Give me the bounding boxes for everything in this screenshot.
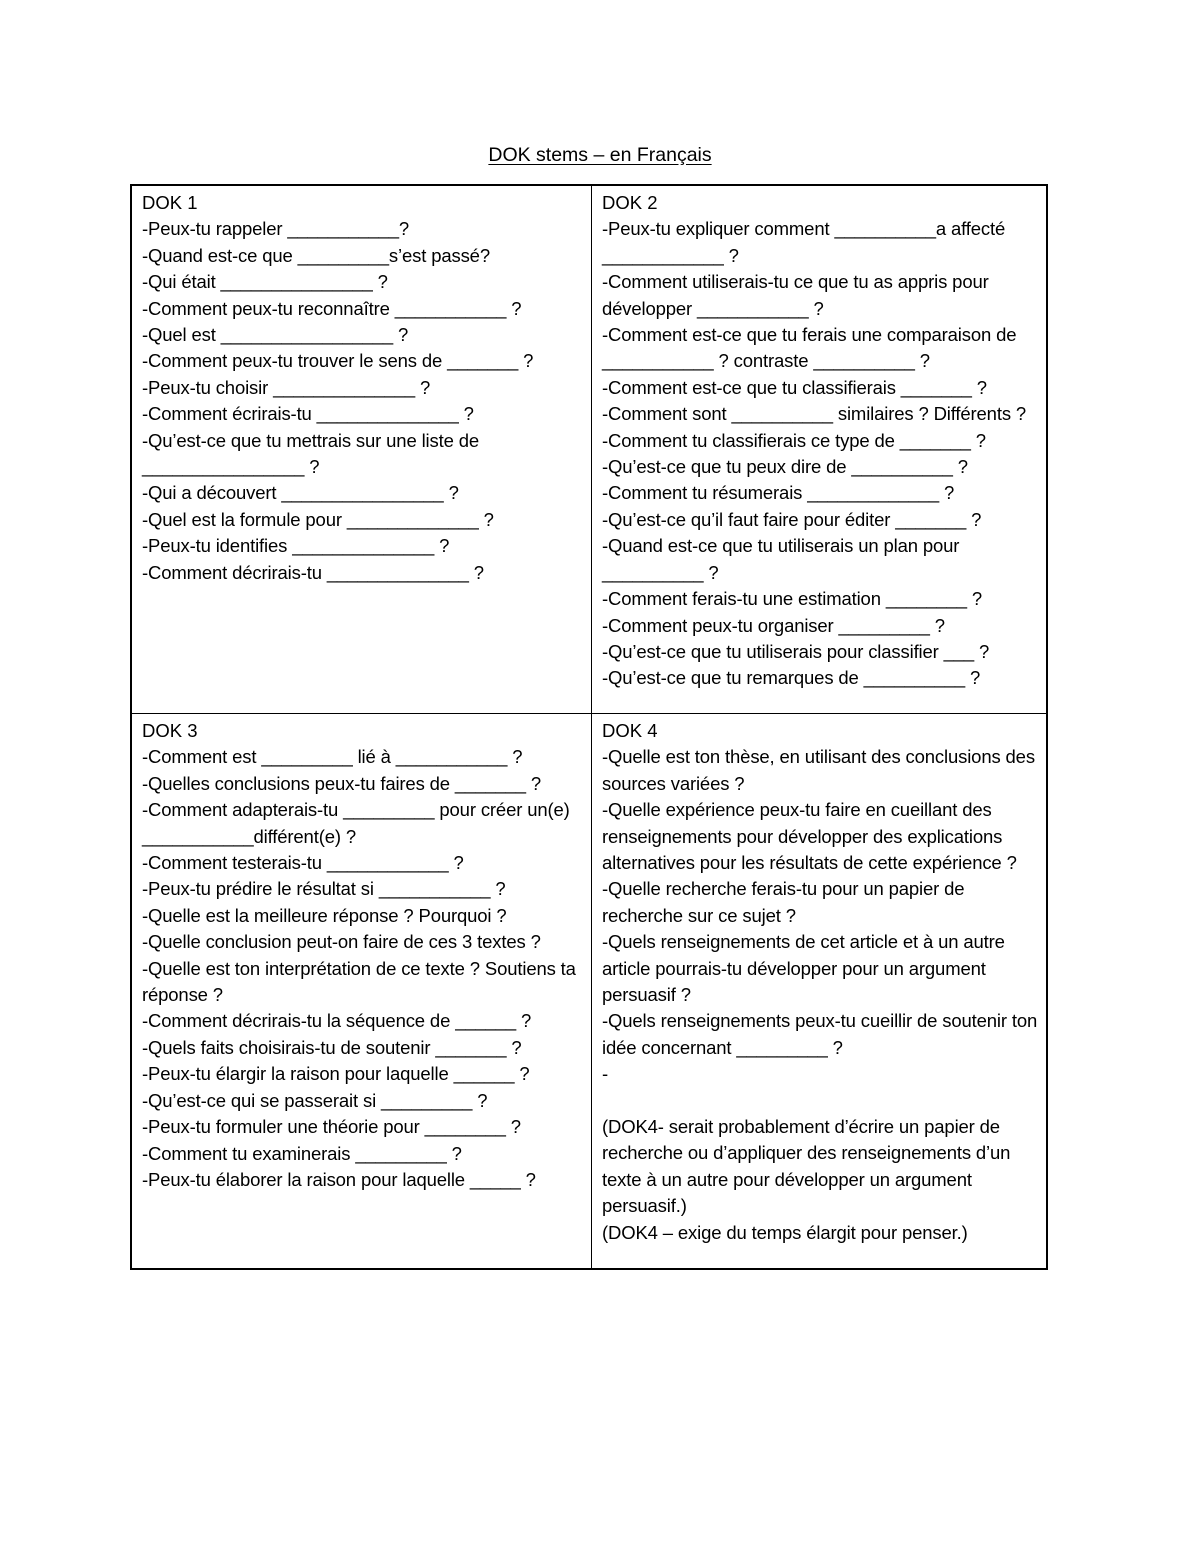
stem-item: -Peux-tu élaborer la raison pour laquelle _____ ?: [142, 1168, 536, 1190]
stem-item: -Quelle est ton interprétation de ce texte ? Soutiens ta réponse ?: [142, 957, 576, 1006]
stem-item: -Peux-tu choisir ______________ ?: [142, 376, 431, 398]
dok2-stem-list: [602, 216, 1040, 691]
stem-item: -Comment peux-tu organiser _________ ?: [602, 614, 945, 636]
stem-item: (DOK4- serait probablement d’écrire un papier de recherche ou d’appliquer des renseignements d’un texte à un autre pour développer un argument persuasif.): [602, 1116, 1011, 1217]
stem-item: -Quelle expérience peux-tu faire en cueillant des renseignements pour développer des explications alternatives pour les résultats de cette expérience ?: [602, 799, 1017, 874]
stem-item: -Peux-tu élargir la raison pour laquelle ______ ?: [142, 1063, 530, 1085]
stem-item: -Comment est-ce que tu classifierais _______ ?: [602, 376, 987, 398]
stem-item: -Comment décrirais-tu ______________ ?: [142, 561, 484, 583]
stem-item: -Quelle est ton thèse, en utilisant des conclusions des sources variées ?: [602, 746, 1035, 794]
stem-item: -Quels renseignements de cet article et à un autre article pourrais-tu développer pour un argument persuasif ?: [602, 931, 1005, 1006]
dok4-cell: [592, 714, 1048, 1268]
stem-item: -Qu’est-ce qui se passerait si _________ ?: [142, 1089, 488, 1111]
stem-item: -Comment utiliserais-tu ce que tu as appris pour développer ___________ ?: [602, 271, 989, 319]
stem-item: -: [602, 1063, 609, 1085]
stem-item: -Comment est _________ lié à ___________ ?: [142, 746, 523, 768]
stem-item: -Comment peux-tu trouver le sens de _______ ?: [142, 350, 534, 372]
stem-item: -Comment testerais-tu ____________ ?: [142, 852, 464, 874]
stem-item: -Comment décrirais-tu la séquence de ______ ?: [142, 1010, 532, 1032]
stem-item: -Comment tu examinerais _________ ?: [142, 1142, 462, 1164]
dok2-cell: [592, 186, 1048, 714]
dok3-stem-list: [142, 744, 583, 1193]
stem-item: -Qu’est-ce qu’il faut faire pour éditer _______ ?: [602, 508, 982, 530]
page-title: DOK stems – en Français: [488, 144, 712, 166]
stem-item: -Comment ferais-tu une estimation ________ ?: [602, 588, 983, 610]
stem-item: -Comment adapterais-tu _________ pour créer un(e) ___________différent(e) ?: [142, 799, 570, 847]
stem-item: -Comment tu résumerais _____________ ?: [602, 482, 955, 504]
stem-item: -Quand est-ce que _________s’est passé?: [142, 244, 490, 266]
stem-item: -Peux-tu identifies ______________ ?: [142, 535, 450, 557]
stem-item: -Peux-tu prédire le résultat si ___________ ?: [142, 878, 506, 900]
stem-item: -Comment est-ce que tu ferais une comparaison de ___________ ? contraste __________ ?: [602, 324, 1017, 372]
dok1-cell: [132, 186, 592, 714]
stem-item: -Qu’est-ce que tu utiliserais pour classifier ___ ?: [602, 640, 990, 662]
dok-table: [130, 184, 1048, 1270]
stem-item: -Quand est-ce que tu utiliserais un plan pour __________ ?: [602, 535, 960, 583]
dok4-heading: DOK 4: [602, 720, 658, 741]
stem-item: -Peux-tu expliquer comment __________a affecté ____________ ?: [602, 218, 1006, 266]
dok4-stem-list: [602, 744, 1040, 1087]
stem-item: (DOK4 – exige du temps élargit pour penser.): [602, 1221, 968, 1243]
dok1-heading: DOK 1: [142, 192, 198, 213]
stem-item: -Qu’est-ce que tu mettrais sur une liste de ________________ ?: [142, 429, 479, 478]
stem-item: -Quel est la formule pour _____________ ?: [142, 508, 494, 530]
stem-item: -Comment tu classifierais ce type de _______ ?: [602, 429, 986, 451]
stem-item: -Quels renseignements peux-tu cueillir de soutenir ton idée concernant _________ ?: [602, 1010, 1038, 1058]
dok3-heading: DOK 3: [142, 720, 198, 741]
dok1-stem-list: [142, 216, 583, 586]
stem-item: -Qui a découvert ________________ ?: [142, 482, 459, 504]
dok4-blank-line: [602, 1088, 1040, 1114]
dok3-cell: [132, 714, 592, 1268]
stem-item: -Quelle recherche ferais-tu pour un papier de recherche sur ce sujet ?: [602, 878, 965, 926]
stem-item: -Quel est _________________ ?: [142, 324, 409, 346]
dok4-notes-list: [602, 1114, 1040, 1246]
stem-item: -Quelle conclusion peut-on faire de ces 3 textes ?: [142, 931, 541, 953]
stem-item: -Qui était _______________ ?: [142, 271, 388, 293]
stem-item: -Peux-tu formuler une théorie pour ________ ?: [142, 1116, 521, 1138]
stem-item: -Quelles conclusions peux-tu faires de _______ ?: [142, 772, 542, 794]
stem-item: -Comment peux-tu reconnaître ___________ ?: [142, 297, 522, 319]
stem-item: -Comment écrirais-tu ______________ ?: [142, 403, 474, 425]
stem-item: -Quelle est la meilleure réponse ? Pourquoi ?: [142, 904, 507, 926]
stem-item: -Qu’est-ce que tu remarques de __________ ?: [602, 667, 981, 689]
stem-item: -Qu’est-ce que tu peux dire de __________ ?: [602, 456, 968, 478]
stem-item: -Peux-tu rappeler ___________?: [142, 218, 410, 240]
stem-item: -Quels faits choisirais-tu de soutenir _______ ?: [142, 1036, 522, 1058]
dok2-heading: DOK 2: [602, 192, 658, 213]
stem-item: -Comment sont __________ similaires ? Différents ?: [602, 403, 1027, 425]
